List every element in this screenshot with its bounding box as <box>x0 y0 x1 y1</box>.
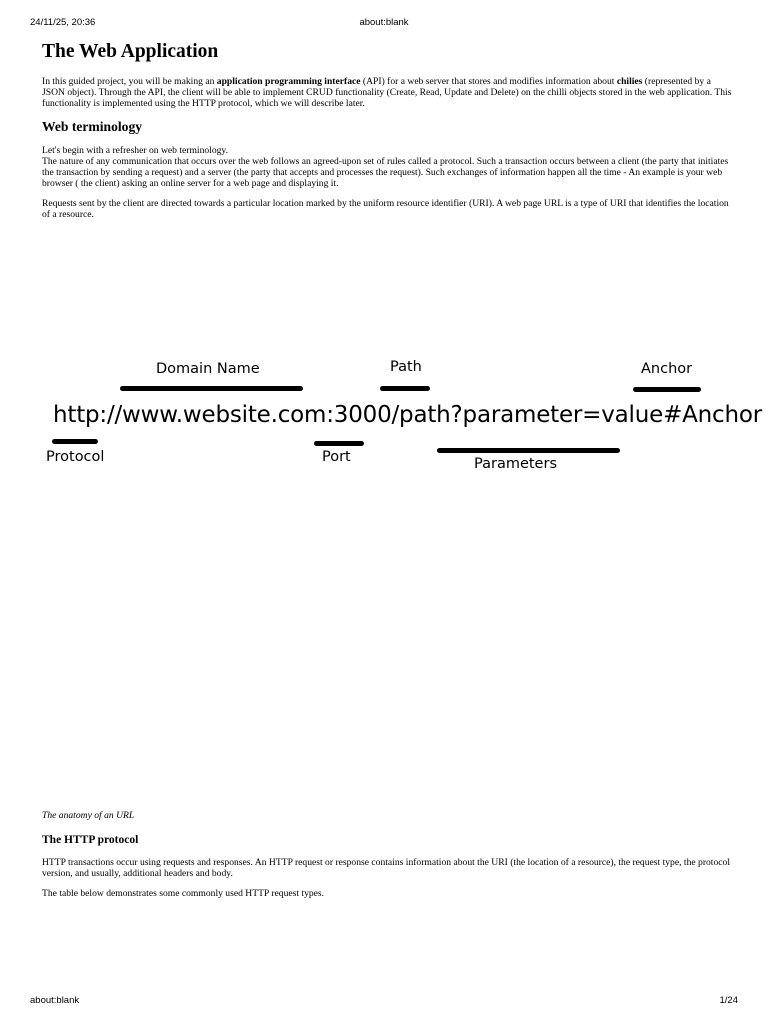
intro-text-2: (API) for a web server that stores and modifies information about <box>360 76 617 87</box>
label-parameters: Parameters <box>474 456 557 472</box>
document-body <box>42 38 732 229</box>
label-protocol: Protocol <box>46 449 105 465</box>
figure-caption: The anatomy of an URL <box>42 810 135 821</box>
label-path: Path <box>390 359 422 375</box>
refresher-line: Let's begin with a refresher on web terminology. <box>42 145 228 156</box>
intro-bold-chilies: chilies <box>616 76 643 87</box>
path-underline <box>380 386 430 391</box>
web-terminology-heading: Web terminology <box>42 119 143 134</box>
print-footer <box>0 995 768 1009</box>
web-terminology-paragraph-1 <box>42 145 732 189</box>
example-url: http://www.website.com:3000/path?parameter=value#Anchor <box>53 402 763 428</box>
intro-text-3: (represented by a JSON object). Through the API, the client will be able to implement CRUD functionality (Create, Read, Update and Delete) on the chilli objects stored in the web application. This functionality is implemented using the HTTP protocol, which we will describe later. <box>42 76 732 109</box>
domain-name-underline <box>120 386 303 391</box>
anchor-underline <box>633 387 701 392</box>
http-section <box>42 832 732 908</box>
intro-text-1: In this guided project, you will be making an <box>42 76 217 87</box>
protocol-underline <box>52 439 98 444</box>
label-domain-name: Domain Name <box>156 361 260 377</box>
port-underline <box>314 441 364 446</box>
http-paragraph-2: The table below demonstrates some commonly used HTTP request types. <box>42 888 325 899</box>
web-terminology-paragraph-2: Requests sent by the client are directed towards a particular location marked by the uniform resource identifier (URI). A web page URL is a type of URI that identifies the location of a resource. <box>42 198 729 220</box>
intro-paragraph <box>42 76 732 109</box>
page-title: The Web Application <box>42 41 219 62</box>
print-footer-url: about:blank <box>30 995 80 1006</box>
parameters-underline <box>437 448 620 453</box>
print-header <box>0 17 768 31</box>
label-port: Port <box>322 449 351 465</box>
url-anatomy-figure <box>40 345 763 485</box>
print-datetime: 24/11/25, 20:36 <box>30 17 96 28</box>
protocol-explanation: The nature of any communication that occurs over the web follows an agreed-upon set of rules called a protocol. Such a transaction occurs between a client (the party that initiates the transaction by sending a request) and a server (the party that accepts and processes the request). Such exchanges of information happen all the time - An example is your web browser ( the client) asking an online server for a web page and displaying it. <box>42 156 729 189</box>
http-protocol-heading: The HTTP protocol <box>42 834 139 846</box>
label-anchor: Anchor <box>641 361 693 377</box>
intro-bold-api: application programming interface <box>216 76 361 87</box>
print-page-number: 1/24 <box>719 995 738 1006</box>
print-page-title: about:blank <box>359 17 409 28</box>
http-paragraph-1: HTTP transactions occur using requests and responses. An HTTP request or response contains information about the URI (the location of a resource), the request type, the protocol version, and usually, additional headers and body. <box>42 857 730 879</box>
